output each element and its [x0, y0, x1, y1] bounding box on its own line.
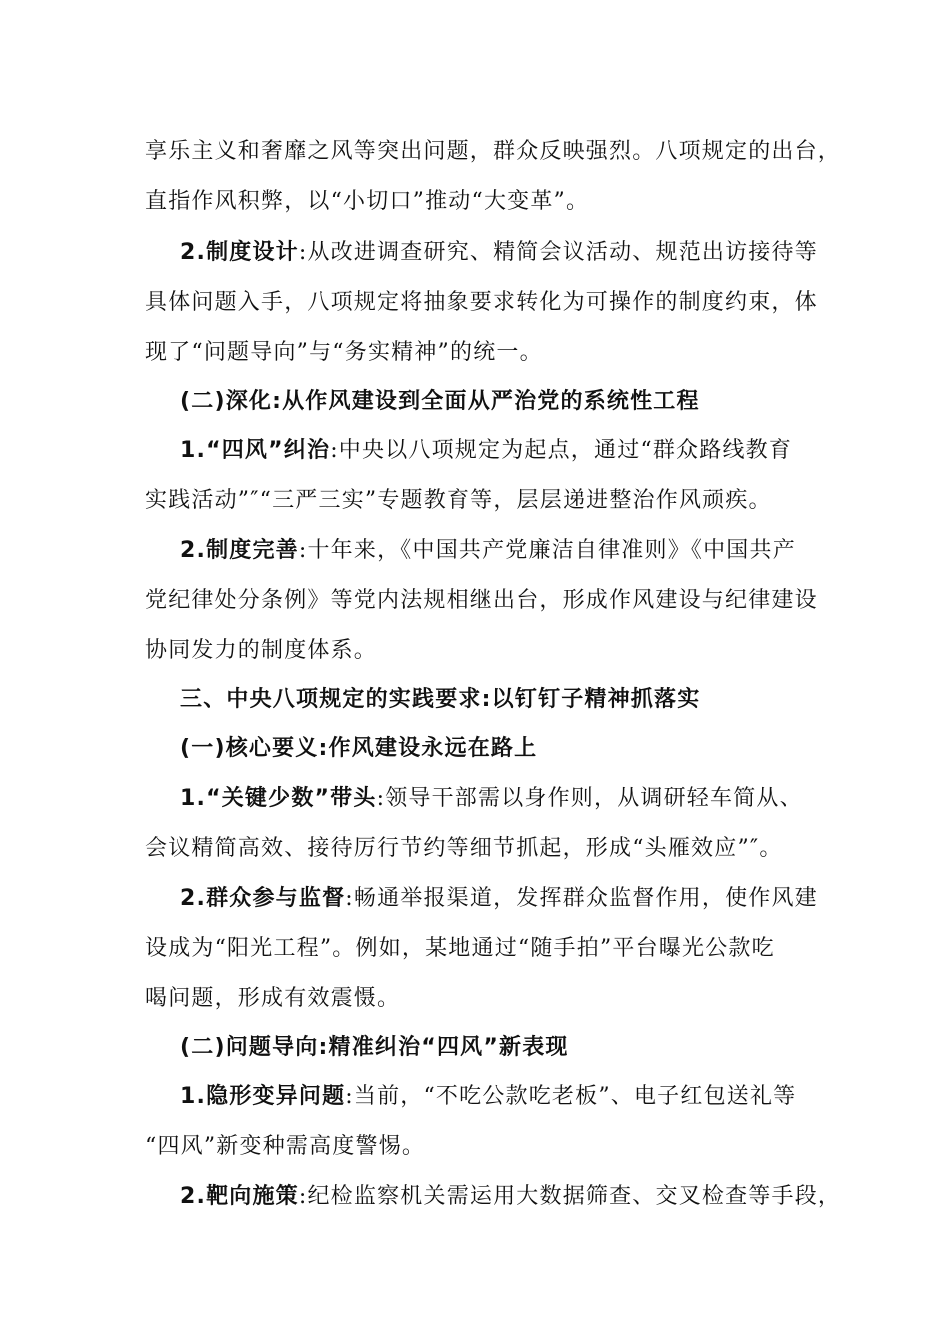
- para7-label: 1.隐形变异问题: [180, 1084, 346, 1109]
- para2-line1-text: :从改进调查研究、精简会议活动、规范出访接待等: [298, 240, 818, 265]
- para2-line3: 现了“问题导向”与“务实精神”的统一。: [145, 340, 543, 365]
- heading-core: (一)核心要义:作风建设永远在路上: [180, 736, 538, 761]
- para6-line1: [180, 885, 818, 913]
- para6-line1-text: :畅通举报渠道，发挥群众监督作用，使作风建: [345, 886, 818, 911]
- para4-line3: 协同发力的制度体系。: [145, 638, 378, 663]
- para4-line1-text: :十年来，《中国共产党廉洁自律准则》《中国共产: [298, 538, 796, 563]
- para4-line2: 党纪律处分条例》等党内法规相继出台，形成作风建设与纪律建设: [145, 588, 818, 613]
- para6-line2: 设成为“阳光工程”。例如，某地通过“随手拍”平台曝光公款吃: [145, 936, 775, 961]
- para8-line1-text: :纪检监察机关需运用大数据筛查、交叉检查等手段，: [298, 1184, 842, 1209]
- para3-label: 1.“四风”纠治: [180, 438, 331, 463]
- para6-line3: 喝问题，形成有效震慑。: [145, 986, 401, 1011]
- para4-line1: [180, 537, 796, 565]
- para7-line1: [180, 1083, 796, 1111]
- para1-line1: 享乐主义和奢靡之风等突出问题，群众反映强烈。八项规定的出台，: [145, 139, 842, 164]
- heading-shenhua: (二)深化:从作风建设到全面从严治党的系统性工程: [180, 389, 700, 414]
- para4-label: 2.制度完善: [180, 538, 299, 563]
- para3-line1: [180, 437, 792, 465]
- para3-line1-text: :中央以八项规定为起点，通过“群众路线教育: [330, 438, 793, 463]
- para5-line1-text: :领导干部需以身作则，从调研轻车简从、: [376, 786, 803, 811]
- para5-line2: 会议精简高效、接待厉行节约等细节抓起，形成“头雁效应”″。: [145, 836, 783, 861]
- para7-line1-text: :当前，“不吃公款吃老板”、电子红包送礼等: [345, 1084, 797, 1109]
- para8-label: 2.靶向施策: [180, 1184, 299, 1209]
- heading-section-3: 三、中央八项规定的实践要求:以钉钉子精神抓落实: [180, 687, 701, 712]
- heading-problem: (二)问题导向:精准纠治“四风”新表现: [180, 1035, 569, 1060]
- para2-label: 2.制度设计: [180, 240, 299, 265]
- para1-line2: 直指作风积弊，以“小切口”推动“大变革”。: [145, 189, 590, 214]
- para3-line2: 实践活动”″“三严三实”专题教育等，层层递进整治作风顽疾。: [145, 488, 772, 513]
- para8-line1: [180, 1183, 841, 1211]
- para7-line2: “四风”新变种需高度警惕。: [145, 1134, 426, 1159]
- para2-line2: 具体问题入手，八项规定将抽象要求转化为可操作的制度约束，体: [145, 290, 818, 315]
- para5-label: 1.“关键少数”带头: [180, 786, 377, 811]
- para5-line1: [180, 785, 803, 813]
- para2-line1: [180, 239, 818, 267]
- para6-label: 2.群众参与监督: [180, 886, 346, 911]
